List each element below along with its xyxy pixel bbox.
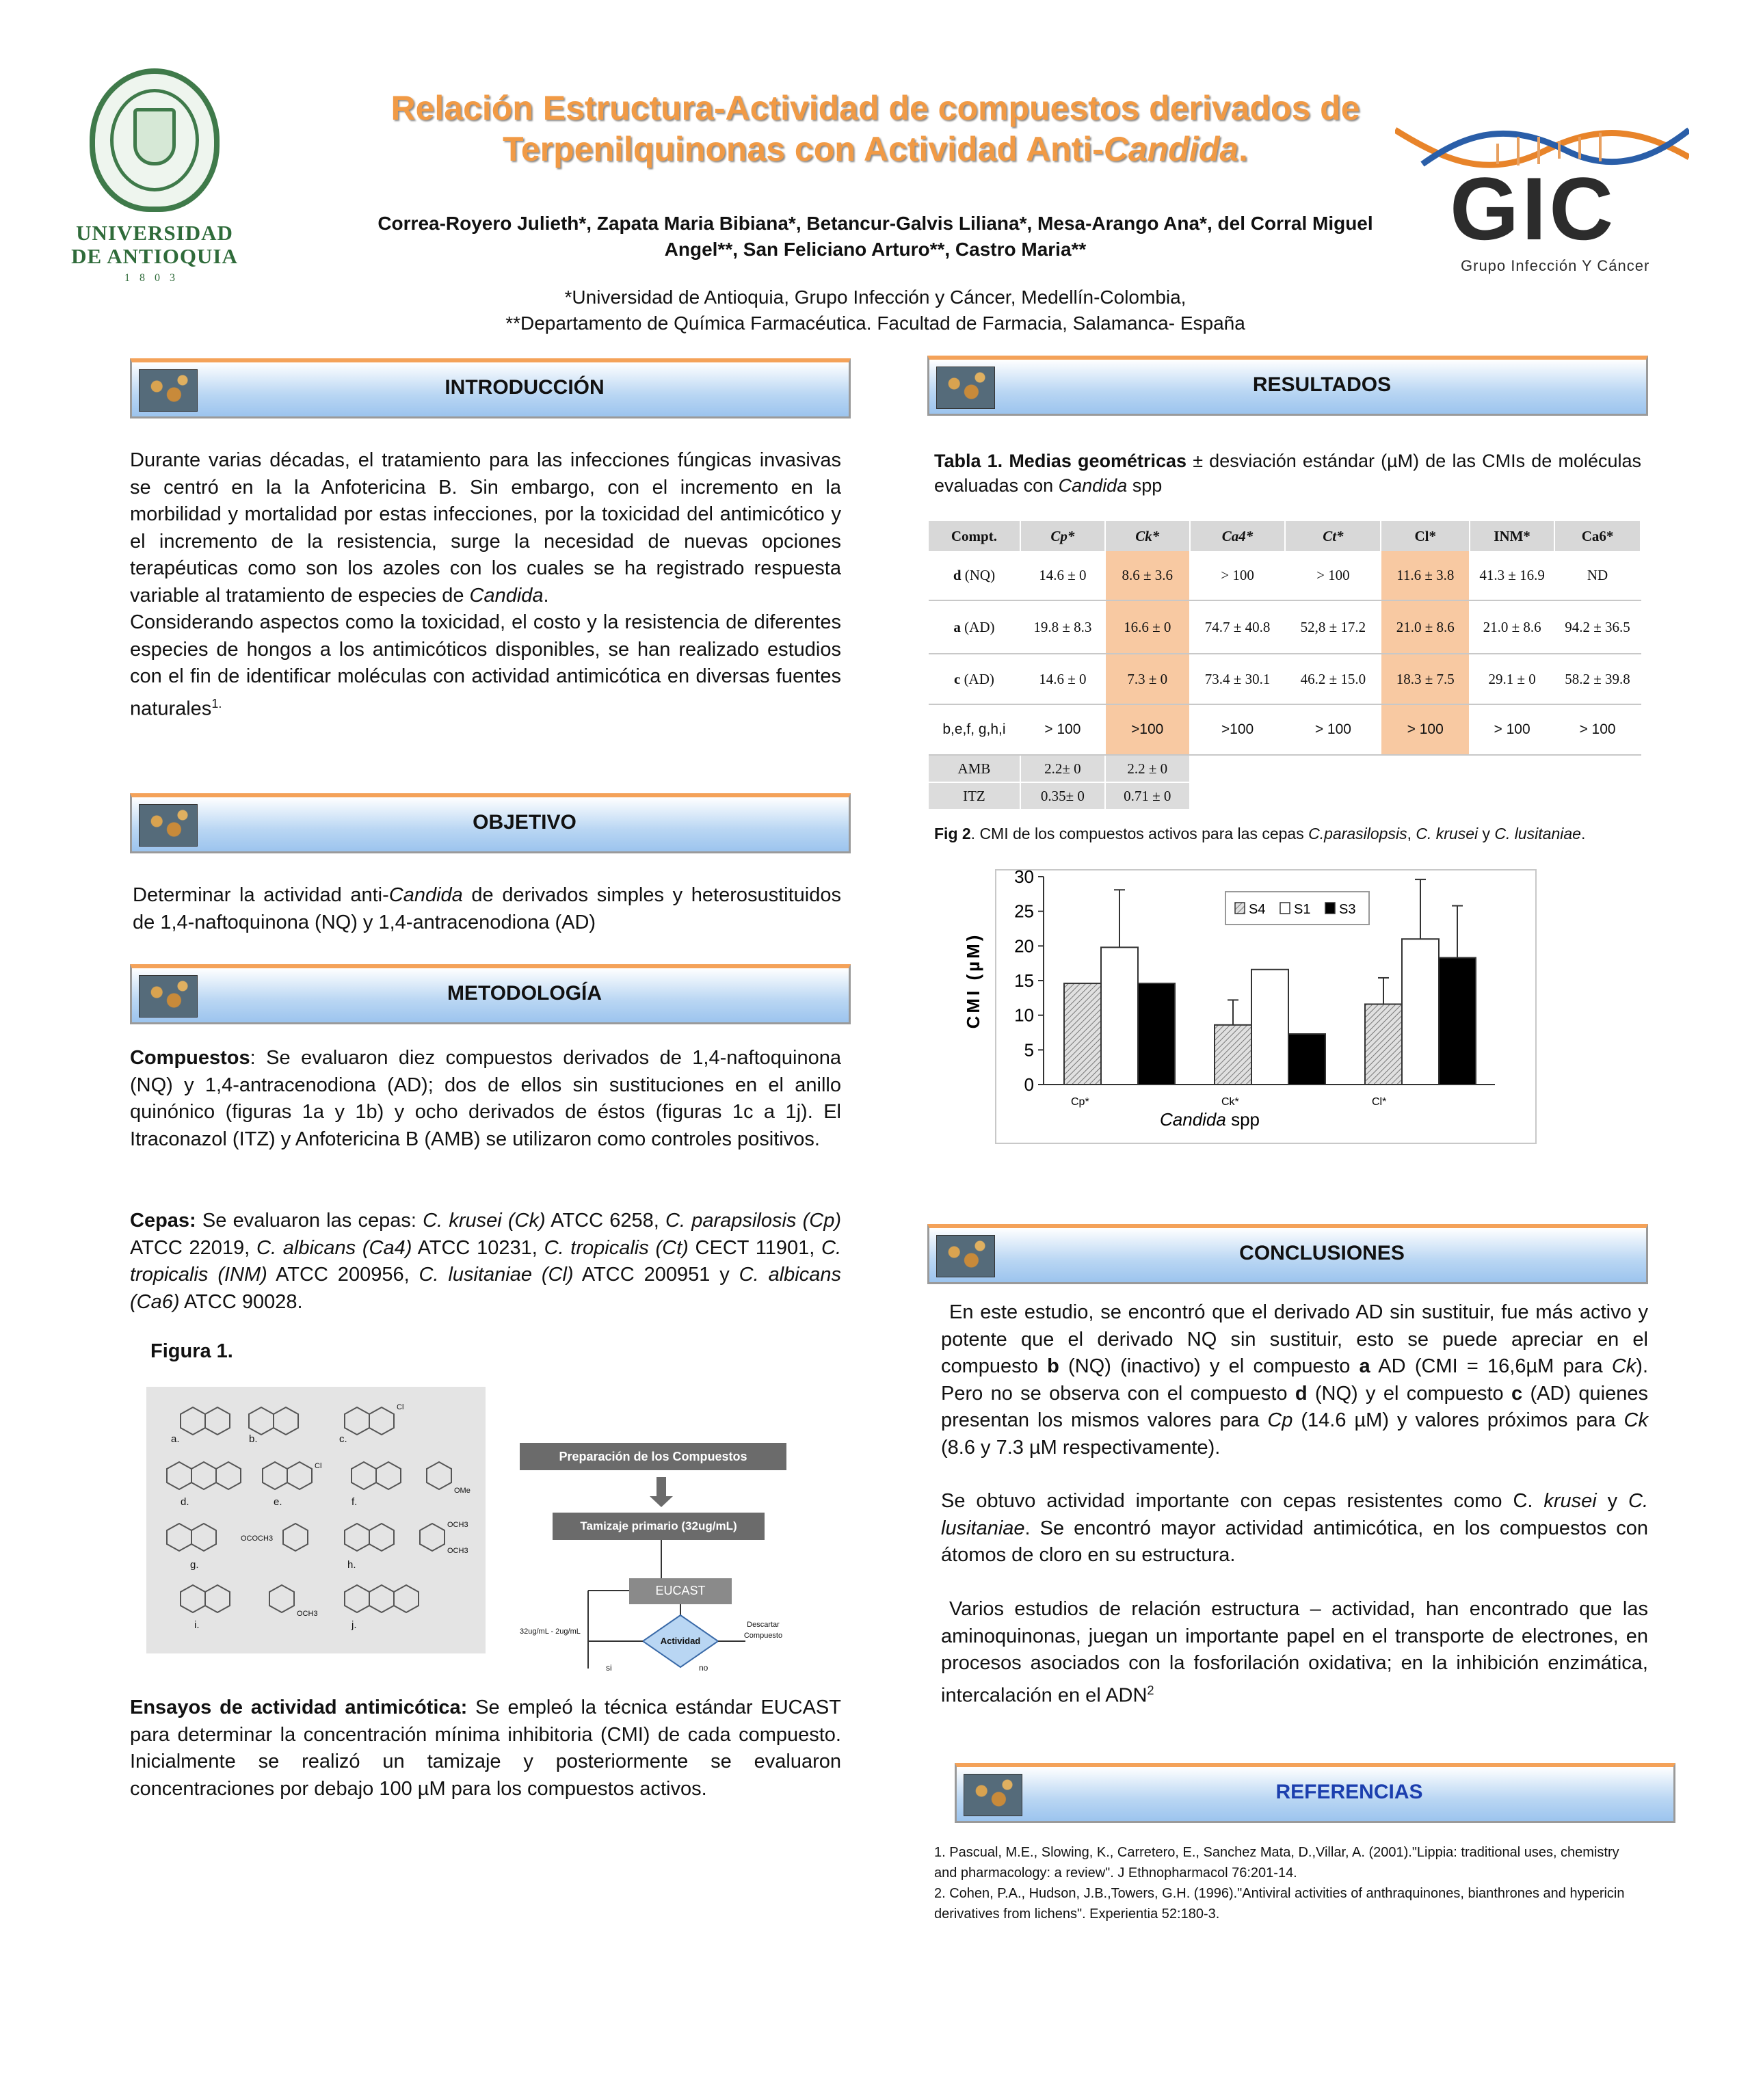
flow-no: no	[699, 1663, 708, 1673]
bar	[1138, 983, 1175, 1085]
table-row	[929, 755, 1641, 782]
conclusiones-p1: En este estudio, se encontró que el derivado AD sin sustituir, fue más activo y potente que el derivado NQ sin sustituir, esto se puede apreciar en el compuesto b (NQ) (inactivo) y el compuesto a AD (CMI = 16,6µM para Ck). Pero no se observa con el compuesto d (NQ) y el compuesto c (AD) quienes presentan los mismos valores para Cp (14.6 µM) y valores próximos para Ck (8.6 y 7.3 µM respectivamente).	[941, 1301, 1648, 1459]
cmi-table	[929, 521, 1641, 810]
table-cell: >100	[1105, 704, 1190, 755]
table-cell: 21.0 ± 8.6	[1470, 600, 1554, 654]
table-header: Ck*	[1105, 521, 1190, 551]
table-cell: > 100	[1381, 704, 1470, 755]
table-cell: 16.6 ± 0	[1105, 600, 1190, 654]
table-cell: 19.8 ± 8.3	[1020, 600, 1105, 654]
flow-range-label: 32ug/mL - 2ug/mL	[520, 1627, 581, 1636]
gic-logo	[1395, 116, 1689, 280]
bar	[1215, 1025, 1251, 1085]
table-cell: 14.6 ± 0	[1020, 654, 1105, 704]
figure1-label: Figura 1.	[150, 1340, 233, 1362]
table-cell: 21.0 ± 8.6	[1381, 600, 1470, 654]
table-cell: 0.35± 0	[1020, 782, 1105, 810]
legend-swatch	[1235, 903, 1245, 914]
table-cell: 7.3 ± 0	[1105, 654, 1190, 704]
gic-name: GIC	[1450, 159, 1617, 258]
section-metodologia: METODOLOGÍA	[130, 964, 851, 1024]
udea-logo	[66, 68, 243, 287]
table-header: Ca6*	[1554, 521, 1641, 551]
x-axis-label: Candida spp	[1160, 1109, 1260, 1130]
table-header: Compt.	[929, 521, 1020, 551]
fungi-thumbnail-icon	[139, 369, 198, 412]
fungi-thumbnail-icon	[936, 1235, 995, 1277]
intro-text: Durante varias décadas, el tratamiento para las infecciones fúngicas invasivas se centró en la la Anfotericina B. Sin embargo, con el incremento en la morbilidad y mortalidad por estas infecciones, por la toxicidad del antimicótico y el incremento de la resistencia, surge la necesidad de nuevas opciones terapéuticas como son los azoles con los cuales se ha registrado respuesta variable al tratamiento de especies de Candida. Considerando aspectos como la toxicidad, el costo y la resistencia de diferentes especies de hongos a los antimicóticos disponibles, se han realizado estudios con el fin de identificar moléculas con actividad antimicótica en diversas fuentes naturales$^{1.}$	[130, 449, 841, 720]
objetivo-text: Determinar la actividad anti-Candida de derivados simples y heterosustituidos de 1,4-naftoquinona (NQ) y 1,4-antracenodiona (AD)	[133, 884, 841, 933]
y-tick-label: 30	[1014, 866, 1034, 887]
reference-item: 2. Cohen, P.A., Hudson, J.B.,Towers, G.H. (1996)."Antiviral activities of anthraquinones, bianthrones and hypericin derivatives from lichens". Experientia 52:180-3.	[934, 1886, 1625, 1922]
table-header-row	[929, 521, 1641, 551]
table-header: Ca4*	[1190, 521, 1286, 551]
structure-label: g.	[190, 1559, 199, 1571]
table-header: Cp*	[1020, 521, 1105, 551]
table-row: a (AD) 19.8 ± 8.3 16.6 ± 0 74.7 ± 40.8 52,8 ± 17.2 21.0 ± 8.6 21.0 ± 8.6 94.2 ± 36.5	[929, 600, 1641, 654]
table-cell: 94.2 ± 36.5	[1554, 600, 1641, 654]
y-tick-label: 0	[1024, 1074, 1034, 1095]
table-cell: 52,8 ± 17.2	[1285, 600, 1381, 654]
substituent-label: OCH3	[447, 1547, 468, 1555]
table-row: b,e,f, g,h,i > 100 >100 >100 > 100 > 100 > 100 > 100	[929, 704, 1641, 755]
udea-seal-icon	[90, 68, 220, 212]
substituent-label: Cl	[315, 1462, 322, 1470]
legend-swatch	[1325, 903, 1335, 914]
udea-year: 1803	[124, 272, 185, 284]
table-cell: > 100	[1470, 704, 1554, 755]
references	[934, 1842, 1641, 1924]
y-tick-label: 15	[1014, 970, 1034, 991]
figure1-flowchart	[520, 1436, 793, 1675]
table-cell: 8.6 ± 3.6	[1105, 551, 1190, 600]
metodologia-ensayos: Ensayos de actividad antimicótica: Se empleó la técnica estándar EUCAST para determinar la concentración mínima inhibitoria (CMI) de cada compuesto. Inicialmente se realizó un tamizaje y posteriormente se evaluaron concentraciones por debajo 100 µM para los compuestos activos.	[130, 1697, 841, 1800]
bar	[1101, 947, 1138, 1085]
metodologia-cepas: Cepas: Se evaluaron las cepas: C. krusei (Ck) ATCC 6258, C. parapsilosis (Cp) ATCC 22019, C. albicans (Ca4) ATCC 10231, C. tropicalis (Ct) CECT 11901, C. tropicalis (INM) ATCC 200956, C. lusitaniae (Cl) ATCC 200951 y C. albicans (Ca6) ATCC 90028.	[130, 1210, 842, 1313]
bar	[1064, 983, 1101, 1085]
affiliations: *Universidad de Antioquia, Grupo Infección y Cáncer, Medellín-Colombia, **Departamento de Química Farmacéutica. Facultad de Farmacia, Salamanca- España	[505, 287, 1245, 334]
reference-item: 1. Pascual, M.E., Slowing, K., Carretero, E., Sanchez Mata, D.,Villar, A. (2001)."Lippia: traditional uses, chemistry and pharmacology: a review". J Ethnopharmacol 76:201-14.	[934, 1845, 1619, 1880]
table-cell: > 100	[1285, 551, 1381, 600]
udea-name: UNIVERSIDAD DE ANTIOQUIA	[71, 221, 238, 268]
legend-swatch	[1280, 903, 1290, 914]
structure-label: i.	[194, 1619, 200, 1631]
section-conclusiones: CONCLUSIONES	[927, 1224, 1648, 1284]
bar	[1251, 970, 1288, 1085]
fungi-thumbnail-icon	[936, 367, 995, 409]
table-cell: 46.2 ± 15.0	[1285, 654, 1381, 704]
y-tick-label: 5	[1024, 1039, 1034, 1061]
table-cell: 58.2 ± 39.8	[1554, 654, 1641, 704]
table-cell: > 100	[1190, 551, 1286, 600]
fungi-thumbnail-icon	[964, 1774, 1022, 1816]
table-cell: 73.4 ± 30.1	[1190, 654, 1286, 704]
figure2-caption: Fig 2. CMI de los compuestos activos para las cepas C.parasilopsis, C. krusei y C. lusitaniae.	[934, 825, 1586, 842]
table-row	[929, 782, 1641, 810]
section-referencias: REFERENCIAS	[955, 1763, 1675, 1823]
legend-label: S4	[1249, 902, 1266, 917]
y-tick-label: 10	[1014, 1005, 1034, 1026]
y-tick-label: 25	[1014, 901, 1034, 922]
table-cell: > 100	[1020, 704, 1105, 755]
table-cell: 2.2± 0	[1020, 755, 1105, 782]
flow-step-preparacion: Preparación de los Compuestos	[559, 1450, 747, 1463]
substituent-label: Cl	[397, 1403, 404, 1411]
flow-discard-label: Descartar Compuesto	[743, 1621, 783, 1640]
legend-label: S3	[1339, 902, 1356, 917]
section-introduccion: INTRODUCCIÓN	[130, 358, 851, 418]
substituent-label: OCH3	[297, 1610, 318, 1618]
table-cell: 11.6 ± 3.8	[1381, 551, 1470, 600]
table-cell: 41.3 ± 16.9	[1470, 551, 1554, 600]
flow-yes: si	[606, 1663, 612, 1673]
section-resultados: RESULTADOS	[927, 356, 1648, 416]
flow-step-eucast: EUCAST	[655, 1584, 706, 1597]
table-cell: 18.3 ± 7.5	[1381, 654, 1470, 704]
figure1-structures	[146, 1387, 486, 1653]
table-row: c (AD) 14.6 ± 0 7.3 ± 0 73.4 ± 30.1 46.2 ± 15.0 18.3 ± 7.5 29.1 ± 0 58.2 ± 39.8	[929, 654, 1641, 704]
table-cell: >100	[1190, 704, 1286, 755]
flow-step-tamizaje: Tamizaje primario (32ug/mL)	[580, 1519, 737, 1532]
x-tick-label: Cp*	[1071, 1096, 1089, 1108]
table-cell: 14.6 ± 0	[1020, 551, 1105, 600]
structure-label: h.	[347, 1559, 356, 1571]
structure-label: a.	[171, 1433, 180, 1445]
flow-decision: Actividad	[660, 1636, 701, 1646]
table-cell: > 100	[1285, 704, 1381, 755]
substituent-label: OCOCH3	[241, 1534, 274, 1543]
bar	[1439, 958, 1476, 1085]
structure-label: d.	[181, 1496, 189, 1508]
table-header: Ct*	[1285, 521, 1381, 551]
x-tick-label: Cl*	[1372, 1096, 1387, 1108]
bar	[1288, 1034, 1325, 1085]
table-cell: 0.71 ± 0	[1105, 782, 1190, 810]
poster-title: Relación Estructura-Actividad de compuestos derivados de Terpenilquinonas con Actividad Anti-Candida.	[390, 89, 1360, 168]
table-cell: 2.2 ± 0	[1105, 755, 1190, 782]
table-cell: ITZ	[929, 782, 1020, 810]
authors: Correa-Royero Julieth*, Zapata Maria Bibiana*, Betancur-Galvis Liliana*, Mesa-Arango Ana*, del Corral Miguel Angel**, San Feliciano Arturo**, Castro Maria**	[377, 213, 1373, 260]
substituent-label: OMe	[454, 1487, 470, 1495]
y-axis-label: CMI (µM)	[963, 932, 983, 1029]
table-header: Cl*	[1381, 521, 1470, 551]
table-header: INM*	[1470, 521, 1554, 551]
gic-subtitle: Grupo Infección Y Cáncer	[1461, 257, 1650, 274]
cmi-bar-chart	[955, 859, 1543, 1146]
table-cell: 29.1 ± 0	[1470, 654, 1554, 704]
table-cell: ND	[1554, 551, 1641, 600]
table-row: d (NQ) 14.6 ± 0 8.6 ± 3.6 > 100 > 100 11.6 ± 3.8 41.3 ± 16.9 ND	[929, 551, 1641, 600]
structure-label: e.	[274, 1496, 282, 1508]
table-cell: AMB	[929, 755, 1020, 782]
conclusiones-p2: Se obtuvo actividad importante con cepas resistentes como C. krusei y C. lusitaniae. Se encontró mayor actividad antimicótica, en los compuestos con átomos de cloro en su estructura.	[941, 1490, 1648, 1566]
table-cell: 74.7 ± 40.8	[1190, 600, 1286, 654]
substituent-label: OCH3	[447, 1521, 468, 1529]
legend-label: S1	[1294, 902, 1311, 917]
structure-label: f.	[352, 1496, 358, 1508]
conclusiones-p3: Varios estudios de relación estructura – actividad, han encontrado que las aminoquinonas, juegan un importante papel en el transporte de electrones, en procesos asociados con la fosforilación oxidativa; en la inhibición enzimática, intercalación en el ADN$^2$	[941, 1598, 1648, 1707]
bar	[1365, 1004, 1402, 1085]
y-tick-label: 20	[1014, 935, 1034, 957]
structure-label: b.	[249, 1433, 258, 1445]
table1-caption: Tabla 1. Medias geométricas ± desviación estándar (µM) de las CMIs de moléculas evaluadas con Candida spp	[934, 451, 1641, 496]
table-cell: > 100	[1554, 704, 1641, 755]
bar	[1402, 939, 1439, 1085]
metodologia-compuestos: Compuestos: Se evaluaron diez compuestos derivados de 1,4-naftoquinona (NQ) y 1,4-antracenodiona (AD); dos de ellos sin sustituciones en el anillo quinónico (figuras 1a y 1b) y ocho derivados de éstos (figuras 1c a 1j). El Itraconazol (ITZ) y Anfotericina B (AMB) se utilizaron como controles positivos.	[130, 1047, 841, 1150]
section-objetivo: OBJETIVO	[130, 793, 851, 853]
fungi-thumbnail-icon	[139, 975, 198, 1018]
chart-svg	[955, 859, 1543, 1146]
fungi-thumbnail-icon	[139, 804, 198, 847]
structure-label: j.	[352, 1619, 357, 1631]
x-tick-label: Ck*	[1221, 1096, 1239, 1108]
structure-label: c.	[339, 1433, 347, 1445]
